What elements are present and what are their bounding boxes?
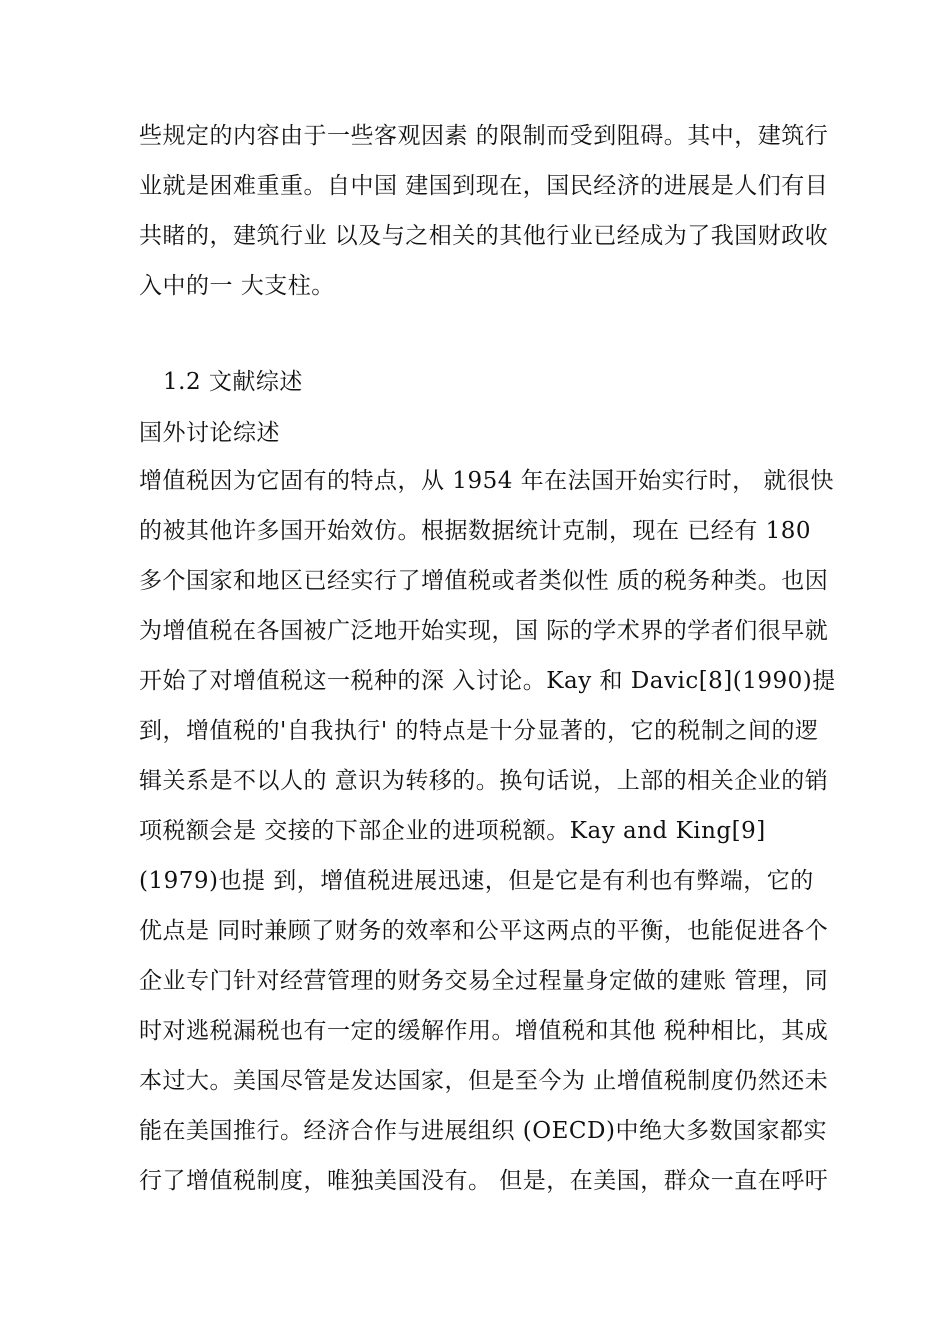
body-text-line: 开始了对增值税这一税种的深 入讨论。Kay 和 Davic[8](1990)提: [139, 668, 836, 694]
body-text-line: 时对逃税漏税也有一定的缓解作用。增值税和其他 税种相比，其成: [139, 1018, 829, 1044]
body-text-line: 辑关系是不以人的 意识为转移的。换句话说，上部的相关企业的销: [139, 768, 829, 794]
body-text-line: (1979)也提 到，增值税进展迅速，但是它是有利也有弊端，它的: [139, 868, 814, 894]
body-text-line: 能在美国推行。经济合作与进展组织 (OECD)中绝大多数国家都实: [139, 1118, 827, 1144]
body-text-line: 入中的一 大支柱。: [139, 273, 335, 299]
body-text-line: 些规定的内容由于一些客观因素 的限制而受到阻碍。其中，建筑行: [139, 123, 829, 149]
body-text-line: 业就是困难重重。自中国 建国到现在，国民经济的进展是人们有目: [139, 173, 829, 199]
body-text-line: 共睹的，建筑行业 以及与之相关的其他行业已经成为了我国财政收: [139, 223, 829, 249]
body-text-line: 增值税因为它固有的特点，从 1954 年在法国开始实行时， 就很快: [139, 468, 834, 494]
section-heading: 1.2 文献综述: [163, 369, 303, 395]
body-text-line: 优点是 同时兼顾了财务的效率和公平这两点的平衡，也能促进各个: [139, 918, 829, 944]
body-text-line: 本过大。美国尽管是发达国家，但是至今为 止增值税制度仍然还未: [139, 1068, 829, 1094]
body-text-line: 项税额会是 交接的下部企业的进项税额。Kay and King[9]: [139, 818, 766, 844]
body-text-line: 的被其他许多国开始效仿。根据数据统计克制，现在 已经有 180: [139, 518, 812, 544]
body-text-line: 企业专门针对经营管理的财务交易全过程量身定做的建账 管理，同: [139, 968, 829, 994]
body-text-line: 行了增值税制度，唯独美国没有。 但是，在美国，群众一直在呼吁: [139, 1168, 829, 1194]
subheading: 国外讨论综述: [139, 420, 280, 446]
body-text-line: 多个国家和地区已经实行了增值税或者类似性 质的税务种类。也因: [139, 568, 829, 594]
body-text-line: 到，增值税的'自我执行' 的特点是十分显著的，它的税制之间的逻: [139, 718, 819, 744]
body-text-line: 为增值税在各国被广泛地开始实现，国 际的学术界的学者们很早就: [139, 618, 829, 644]
